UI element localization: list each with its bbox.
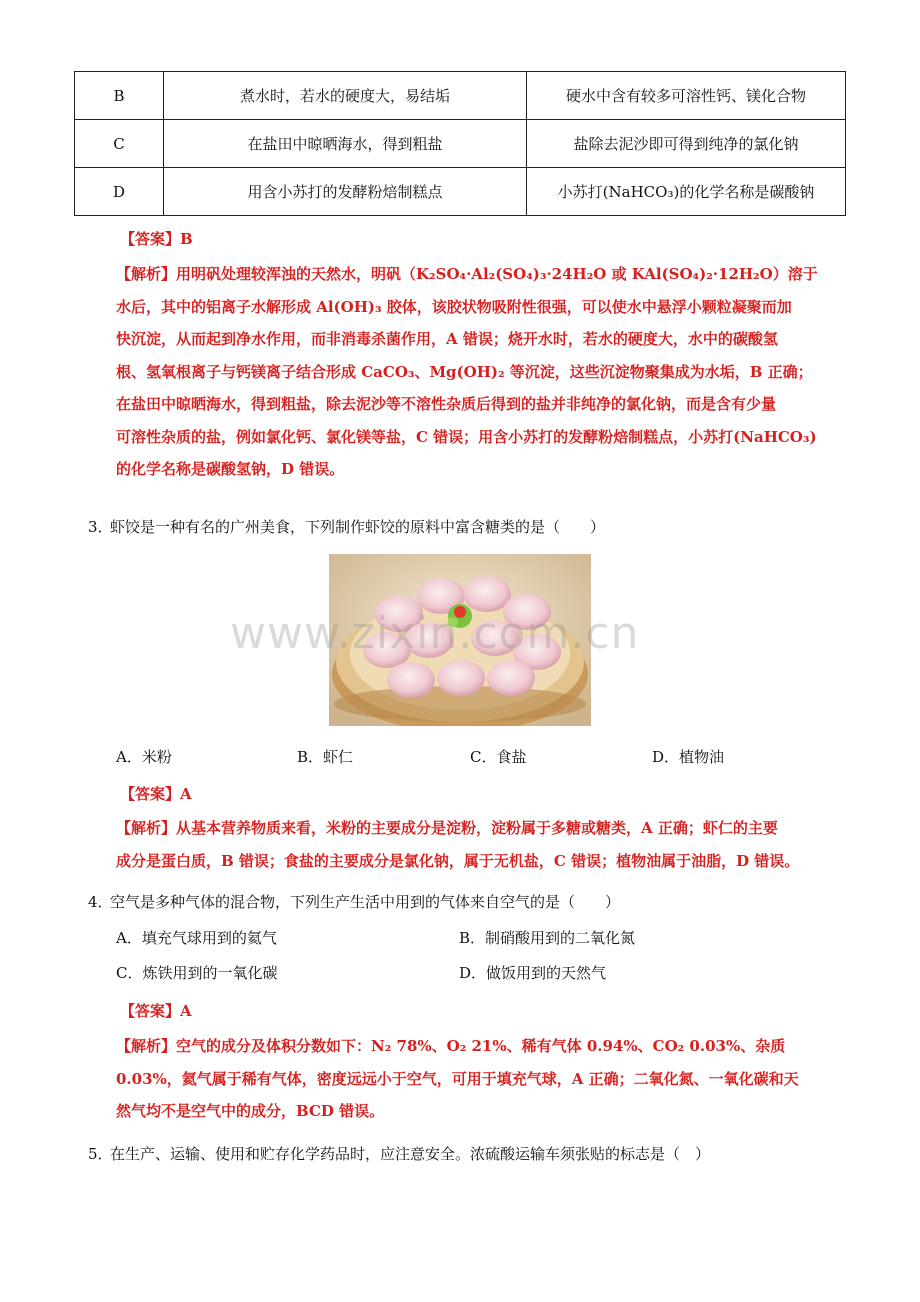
option-d[interactable]: D．做饭用到的天然气: [459, 964, 607, 982]
row-phenomenon: 用含小苏打的发酵粉焙制糕点: [164, 168, 527, 216]
option-c[interactable]: C．食盐: [470, 748, 527, 766]
option-b[interactable]: B．虾仁: [297, 748, 354, 766]
row-label: D: [75, 168, 164, 216]
analysis-paragraph: [116, 1030, 840, 1128]
row-explanation: 小苏打(NaHCO₃)的化学名称是碳酸钠: [527, 168, 846, 216]
answer-label: 【答案】A: [120, 785, 192, 803]
option-b[interactable]: B．制硝酸用到的二氧化氮: [459, 929, 636, 947]
analysis-line: 【解析】从基本营养物质来看，米粉的主要成分是淀粉，淀粉属于多糖或糖类，A 正确；虾仁的主要: [116, 819, 778, 837]
analysis-line: 成分是蛋白质，B 错误；食盐的主要成分是氯化钠，属于无机盐，C 错误；植物油属于油脂，D 错误。: [116, 851, 800, 870]
analysis-line: 根、氢氧根离子与钙镁离子结合形成 CaCO₃、Mg(OH)₂ 等沉淀，这些沉淀物聚集成为水垢，B 正确；: [116, 362, 813, 381]
option-d[interactable]: D．植物油: [652, 748, 725, 766]
row-explanation: 盐除去泥沙即可得到纯净的氯化钠: [527, 120, 846, 168]
row-phenomenon: 在盐田中晾晒海水，得到粗盐: [164, 120, 527, 168]
analysis-line: 水后，其中的铝离子水解形成 Al(OH)₃ 胶体，该胶状物吸附性很强，可以使水中悬浮小颗粒凝聚而加: [116, 297, 792, 316]
row-phenomenon: 煮水时，若水的硬度大，易结垢: [164, 72, 527, 120]
answer-label: 【答案】A: [120, 1002, 192, 1020]
question-number: 3．: [88, 518, 113, 536]
question-number: 5．: [88, 1145, 113, 1163]
analysis-line: 0.03%，氦气属于稀有气体，密度远远小于空气，可用于填充气球，A 正确；二氧化氮、一氧化碳和天: [116, 1069, 799, 1088]
row-label: C: [75, 120, 164, 168]
table-row: [75, 168, 846, 216]
watermark: www.zixin.com.cn: [230, 608, 640, 659]
row-label: B: [75, 72, 164, 120]
answer-label: 【答案】B: [120, 230, 193, 248]
question-text: 在生产、运输、使用和贮存化学药品时，应注意安全。浓硫酸运输车须张贴的标志是（ ）: [110, 1145, 711, 1163]
analysis-line: 在盐田中晾晒海水，得到粗盐，除去泥沙等不溶性杂质后得到的盐并非纯净的氯化钠，而是含有少量: [116, 395, 777, 413]
analysis-line: 【解析】空气的成分及体积分数如下：N₂ 78%、O₂ 21%、稀有气体 0.94%、CO₂ 0.03%、杂质: [116, 1037, 786, 1055]
row-explanation: 硬水中含有较多可溶性钙、镁化合物: [527, 72, 846, 120]
analysis-paragraph: [116, 258, 840, 486]
analysis-line: 【解析】用明矾处理较浑浊的天然水，明矾（K₂SO₄·Al₂(SO₄)₃·24H₂O 或 KAl(SO₄)₂·12H₂O）溶于: [116, 265, 818, 283]
analysis-paragraph: [116, 812, 840, 877]
table-row: [75, 72, 846, 120]
option-c[interactable]: C．炼铁用到的一氧化碳: [116, 964, 278, 982]
analysis-line: 可溶性杂质的盐，例如氯化钙、氯化镁等盐，C 错误；用含小苏打的发酵粉焙制糕点，小苏打(NaHCO₃): [116, 427, 817, 446]
option-a[interactable]: A．填充气球用到的氦气: [116, 929, 277, 947]
table-row: [75, 120, 846, 168]
question-text: 空气是多种气体的混合物，下列生产生活中用到的气体来自空气的是（ ）: [110, 893, 621, 911]
question-text: 虾饺是一种有名的广州美食，下列制作虾饺的原料中富含糖类的是（ ）: [110, 518, 606, 536]
analysis-line: 然气均不是空气中的成分，BCD 错误。: [116, 1102, 385, 1120]
analysis-line: 的化学名称是碳酸氢钠，D 错误。: [116, 460, 345, 478]
analysis-line: 快沉淀，从而起到净水作用，而非消毒杀菌作用，A 错误；烧开水时，若水的硬度大，水中的碳酸氢: [116, 330, 778, 348]
options-table: [74, 71, 846, 216]
question-number: 4．: [88, 893, 113, 911]
option-a[interactable]: A．米粉: [116, 748, 172, 766]
